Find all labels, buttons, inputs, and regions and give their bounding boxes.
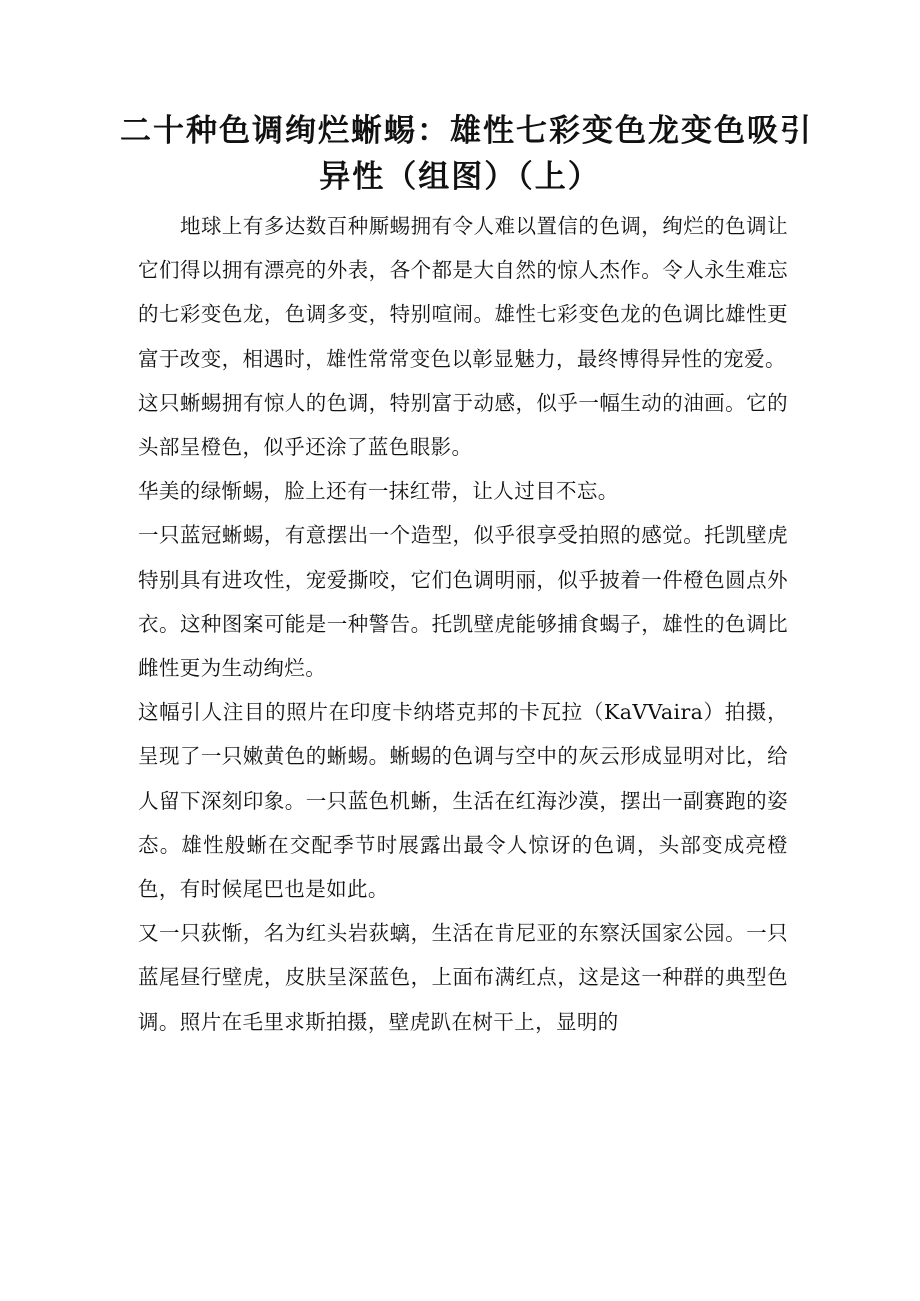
paragraph: 华美的绿惭蜴，脸上还有一抹红带，让人过目不忘。 <box>138 479 619 504</box>
paragraph: 这只蜥蜴拥有惊人的色调，特别富于动感，似乎一幅生动的油画。它的头部呈橙色，似乎还涂了蓝色眼影。 <box>138 390 788 460</box>
paragraph-intro: 地球上有多达数百种厮蜴拥有令人难以置信的色调，绚烂的色调让它们得以拥有漂亮的外表，各个都是大自然的惊人杰作。令人永生难忘的七彩变色龙，色调多变，特别喧闹。雄性七彩变色龙的色调比雄性更富于改变，相遇时，雄性常常变色以彰显魅力，最终博得异性的宠爱。 <box>138 214 788 371</box>
paragraph: 又一只荻惭，名为红头岩荻螭，生活在肯尼亚的东察沃国家公园。一只蓝尾昼行壁虎，皮肤呈深蓝色，上面布满红点，这是这一种群的典型色调。照片在毛里求斯拍摄，壁虎趴在树干上，显明的 <box>138 921 788 1034</box>
document-title-line-2: 异性（组图）（上） <box>319 159 601 195</box>
paragraph: 这幅引人注目的照片在印度卡纳塔克邦的卡瓦拉（KaVVaira）拍摄，呈现了一只嫩黄色的蜥蜴。蜥蜴的色调与空中的灰云形成显明对比，给人留下深刻印象。一只蓝色机蜥，生活在红海沙漠，摆出一副赛跑的姿态。雄性般蜥在交配季节时展露出最令人惊讶的色调，头部变成亮橙色，有时候尾巴也是如此。 <box>138 700 788 902</box>
paragraph: 一只蓝冠蜥蜴，有意摆出一个造型，似乎很享受拍照的感觉。托凯壁虎特别具有进攻性，宠爱撕咬，它们色调明丽，似乎披着一件橙色圆点外衣。这种图案可能是一种警告。托凯壁虎能够捕食蝎子，雄性的色调比雌性更为生动绚烂。 <box>138 523 788 681</box>
document-body <box>138 204 788 1044</box>
document-title-line-1: 二十种色调绚烂蜥蜴：雄性七彩变色龙变色吸引 <box>120 113 813 149</box>
